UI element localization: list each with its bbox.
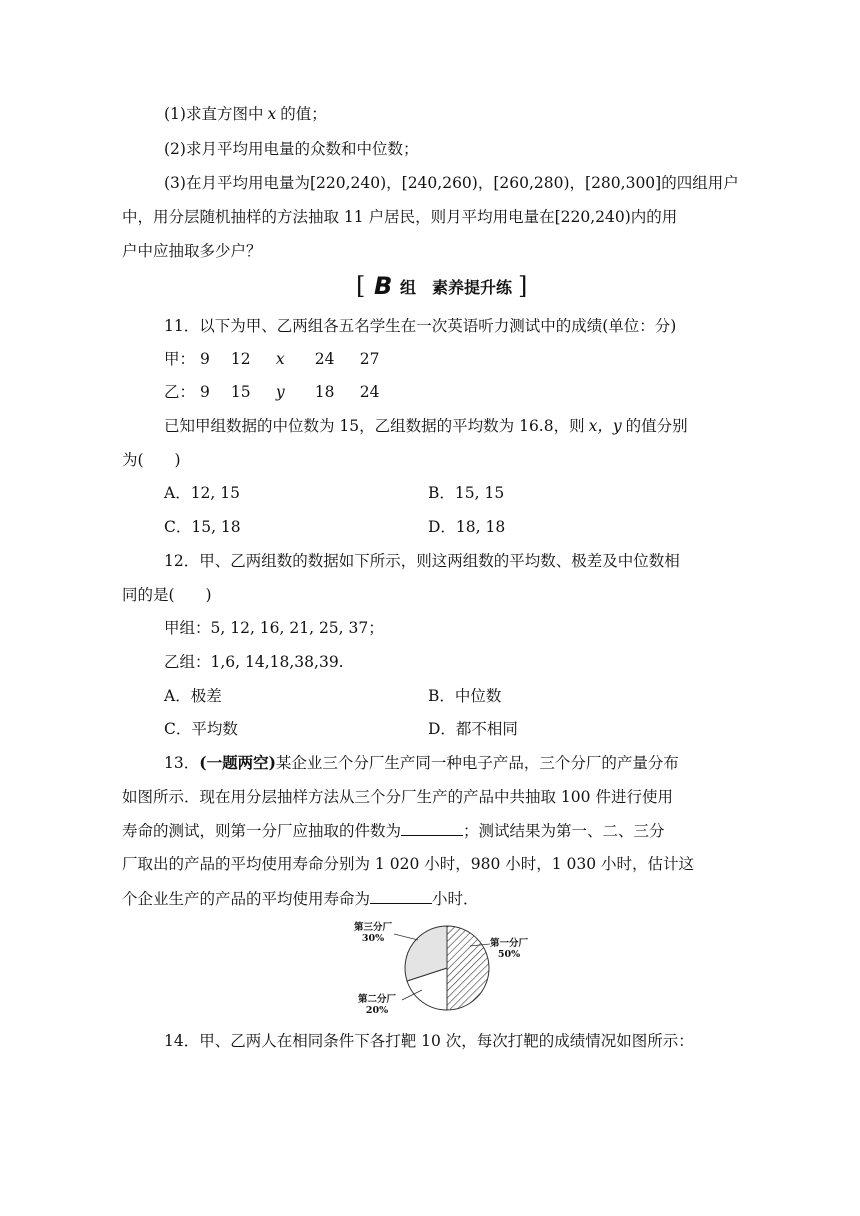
q12-option-b[interactable]: B．中位数	[428, 687, 502, 705]
q12-line1: 12．甲、乙两组数的数据如下所示，则这两组数的平均数、极差及中位数相	[164, 552, 680, 570]
q13-line2: 如图所示．现在用分层抽样方法从三个分厂生产的产品中共抽取 100 件进行使用	[122, 788, 673, 806]
q11-row-yi: 乙： 9 15 y 18 24	[164, 383, 380, 401]
q13-line3: 寿命的测试，则第一分厂应抽取的件数为 ；测试结果为第一、二、三分	[122, 819, 665, 842]
q11-text-line1: 已知甲组数据的中位数为 15，乙组数据的平均数为 16.8，则 x，y 的值分别	[164, 417, 688, 435]
answer-blank-1[interactable]	[401, 819, 463, 836]
pie-leader-line	[394, 934, 418, 940]
q10-part1: (1)求直方图中 x 的值；	[164, 105, 327, 123]
q10-part2: (2)求月平均用电量的众数和中位数；	[164, 140, 419, 158]
pie-chart	[350, 918, 550, 1022]
q11-stem: 11．以下为甲、乙两组各五名学生在一次英语听力测试中的成绩(单位：分)	[164, 317, 677, 335]
q14-line1: 14．甲、乙两人在相同条件下各打靶 10 次，每次打靶的成绩情况如图所示：	[164, 1032, 694, 1050]
q12-option-c[interactable]: C．平均数	[164, 720, 238, 738]
q12-option-a[interactable]: A．极差	[164, 687, 222, 705]
pie-slice-factory1	[447, 926, 489, 1010]
pie-label-factory1: 第一分厂 50%	[490, 938, 529, 960]
q10-part3-line2: 中，用分层随机抽样的方法抽取 11 户居民，则月平均用电量在[220,240)内的用	[122, 208, 678, 226]
right-bracket: ]	[518, 272, 528, 300]
answer-blank-2[interactable]	[370, 887, 432, 904]
q12-yi: 乙组：1,6, 14,18,38,39.	[164, 653, 344, 671]
q12-option-d[interactable]: D．都不相同	[428, 720, 518, 738]
q10-part3-line3: 户中应抽取多少户？	[122, 242, 262, 260]
left-bracket: [	[356, 272, 366, 300]
q13-tag: (一题两空)	[199, 753, 276, 772]
pie-label-factory3: 第三分厂 30%	[354, 922, 393, 944]
q13-line5: 个企业生产的产品的平均使用寿命为 小时．	[122, 887, 479, 910]
q11-option-c[interactable]: C．15, 18	[164, 518, 241, 536]
pie-label-factory2: 第二分厂 20%	[358, 994, 397, 1016]
q12-jia: 甲组：5, 12, 16, 21, 25, 37；	[164, 619, 384, 637]
q11-option-b[interactable]: B．15, 15	[428, 484, 505, 502]
section-badge: B	[374, 272, 393, 300]
q11-option-d[interactable]: D．18, 18	[428, 518, 506, 536]
q13-line1: 13．(一题两空)某企业三个分厂生产同一种电子产品，三个分厂的产量分布	[164, 753, 679, 772]
q10-part3-line1: (3)在月平均用电量为[220,240)，[240,260)，[260,280)，[280,300]的四组用户	[164, 174, 739, 192]
section-title: 组 素养提升练	[400, 278, 513, 297]
q11-option-a[interactable]: A．12, 15	[164, 484, 240, 502]
q11-row-jia: 甲： 9 12 x 24 27	[164, 350, 380, 368]
q11-text-line2: 为( )	[122, 451, 181, 469]
q13-line4: 厂取出的产品的平均使用寿命分别为 1 020 小时，980 小时，1 030 小时，估计这	[122, 855, 695, 873]
q12-line2: 同的是( )	[122, 586, 212, 604]
section-header	[356, 272, 536, 302]
